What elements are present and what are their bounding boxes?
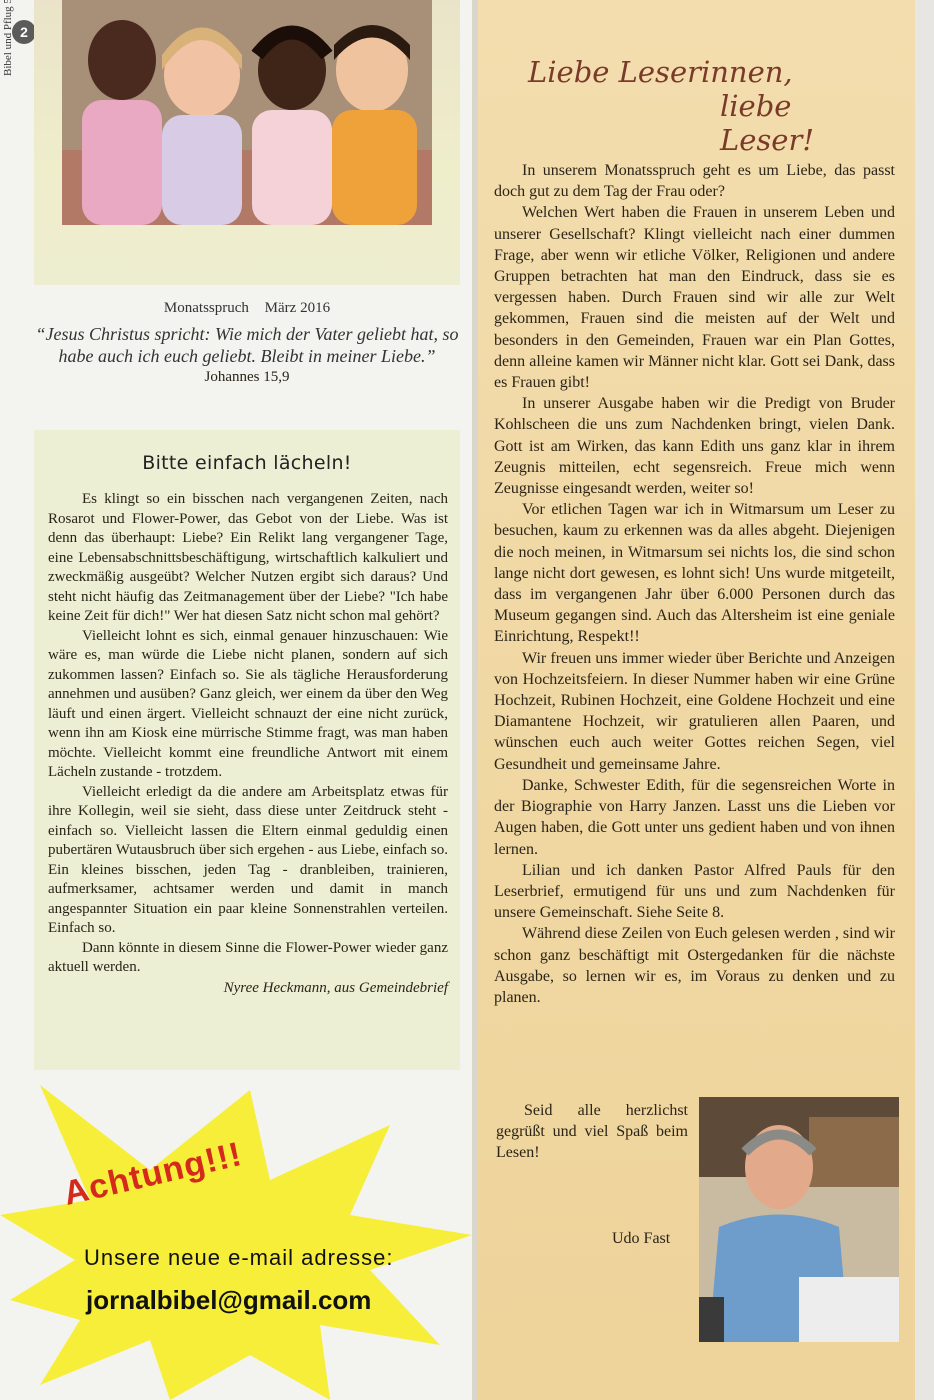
letter-title-line2: liebe Leser! bbox=[720, 89, 814, 157]
letter-paragraph: Welchen Wert haben die Frauen in unserem Leben und unserer Gesellschaft? Klingt vielleicht nach einer dummen Frage, aber wenn wir etliche Völker, Religionen und andere Gruppen betrachten hat man den Eindruck, dass sie es vergessen haben. Durch Frauen sind wir alle zur Welt gekommen, Frauen sind die meisten auf der Welt und besonders in den Gemeinden, Frauen war ein Plan Gottes, denn alleine kamen wir Männer nicht klar. Gott sei Dank, dass es Frauen gibt! bbox=[494, 204, 895, 392]
article-box bbox=[34, 430, 460, 1070]
children-photo bbox=[62, 0, 432, 225]
letter-paragraph: Danke, Schwester Edith, für die segensreichen Worte in der Biographie von Harry Janzen. Lasst uns die Lieben vor Augen haben, die Gott unter uns gedient haben und von ihnen lernen. bbox=[494, 776, 895, 858]
letter-title-line1: Liebe Leserinnen, bbox=[528, 55, 793, 89]
letter-paragraph: Wir freuen uns immer wieder über Berichte und Anzeigen von Hochzeitsfeiern. In dieser Nummer haben wir eine Grüne Hochzeit, Rubinen Hochzeit, eine Goldene Hochzeit und eine Diamantene Hochzeit, wir gratulieren allen Paaren, und wünschen euch auch weiter Gottes reichen Segen, viel Gesundheit und gemeinsame Jahre. bbox=[494, 649, 895, 773]
letter-paragraph: In unserem Monatsspruch geht es um Liebe, das passt doch gut zu dem Tag der Frau oder? bbox=[494, 162, 895, 201]
starburst-shape bbox=[0, 1085, 472, 1400]
publication-label bbox=[2, 56, 14, 76]
article-author: Nyree Heckmann, aus Gemeindebrief bbox=[223, 979, 448, 996]
page-number: 2 bbox=[12, 20, 36, 44]
quote-text: “Jesus Christus spricht: Wie mich der Vater geliebt hat, so habe auch ich euch geliebt. Bleibt in meiner Liebe.” bbox=[35, 324, 459, 366]
portrait-illustration bbox=[699, 1097, 899, 1342]
article-paragraph: Dann könnte in diesem Sinne die Flower-Power wieder ganz aktuell werden. bbox=[48, 939, 448, 975]
announcement-headline: Achtung!!! bbox=[59, 1135, 246, 1213]
article-body bbox=[48, 490, 448, 978]
quote-reference: Johannes 15,9 bbox=[204, 369, 290, 385]
letter-body bbox=[494, 160, 895, 1008]
photo-banner bbox=[34, 0, 460, 285]
letter-closing-text: Seid alle herzlichst gegrüßt und viel Spaß beim Lesen! bbox=[496, 1102, 688, 1161]
page-edge bbox=[915, 0, 934, 1400]
letter-signature: Udo Fast bbox=[612, 1230, 671, 1247]
article-paragraph: Vielleicht erledigt da die andere am Arbeitsplatz etwas für ihre Kollegin, weil sie sieht, dass diese unter Zeitdruck steht - einfach so. Vielleicht lassen die Eltern einmal geduldig einen pubertären Wutausbruch über sich ergehen - aus Liebe, einfach so. Ein kleines bisschen, jeden Tag - dranbleiben, trainieren, aufmerksamer, achtsamer werden und damit in manch angespannter Situation ein paar kleine Sonnenstrahlen verteilen. Einfach so. bbox=[48, 783, 448, 936]
quote-header bbox=[34, 300, 460, 317]
article-title: Bitte einfach lächeln! bbox=[142, 452, 352, 474]
author-portrait bbox=[699, 1097, 899, 1342]
announcement-burst bbox=[0, 1085, 472, 1400]
letter-title bbox=[528, 55, 868, 157]
letter-paragraph: Vor etlichen Tagen war ich in Witmarsum um Leser zu besuchen, kaum zu erkennen was da alles abgeht. Diejenigen die noch meinen, in Witmarsum sei nichts los, die sind schon lange nicht dort gewesen, es lohnt sich! Uns wurde mitgeteilt, dass im vergangenen Jahr über 6.000 Personen durch das Museum gegangen sind. Auch das Altersheim ist eine geniale Einrichtung, Respekt!! bbox=[494, 501, 895, 646]
letter-paragraph: Während diese Zeilen von Euch gelesen werden , sind wir schon ganz beschäftigt mit Ostergedanken für die nächste Ausgabe, so lernen wir es, im Voraus zu denken und zu planen. bbox=[494, 925, 895, 1006]
monthly-quote bbox=[34, 300, 460, 386]
announcement-email[interactable]: jornalbibel@gmail.com bbox=[86, 1285, 372, 1315]
quote-label: Monatsspruch bbox=[163, 300, 249, 316]
article-paragraph: Vielleicht lohnt es sich, einmal genauer hinzuschauen: Wie wäre es, man würde die Liebe nicht planen, sondern auf sich zukommen lassen? Einfach so. Sie als tägliche Herausforderung annehmen und ausüben? Ganz gleich, wer einem da über den Weg läuft und einen ärgert. Vielleicht schnauzt der eine nicht zurück, wenn ihn am Kiosk eine mürrische Stimme fragt, was man haben möchte. Vielleicht kommt eine freundliche Antwort mit einem Lächeln zustande - trotzdem. bbox=[48, 627, 448, 780]
letter-closing bbox=[496, 1100, 688, 1163]
letter-paragraph: Lilian und ich danken Pastor Alfred Pauls für den Leserbrief, ermutigend für uns und zum Nachdenken für unsere Gemeinschaft. Siehe Seite 8. bbox=[494, 861, 895, 922]
announcement-line: Unsere neue e-mail adresse: bbox=[84, 1245, 394, 1270]
letter-paragraph: In unserer Ausgabe haben wir die Predigt von Bruder Kohlscheen die uns zum Nachdenken bringt, vielen Dank. Gott ist am Wirken, das kann Edith uns ganz klar in ihrem Zeugnis mitteilen, echt segensreich. Freue mich wenn Zeugnisse eingesandt werden, weiter so! bbox=[494, 395, 895, 498]
children-illustration bbox=[62, 0, 432, 225]
quote-month: März 2016 bbox=[264, 300, 331, 316]
article-paragraph: Es klingt so ein bisschen nach vergangenen Zeiten, nach Rosarot und Flower-Power, das Gebot von der Liebe. Was ist denn das überhaupt: Liebe? Ein Relikt lang vergangener Tage, eine Lebensabschnittsbeschäftigung, wirtschaftlich kalkuliert und zweckmäßig ausgeübt? Welcher Nutzen ergibt sich daraus? Und steht nicht häufig das Zeitmanagement über der Liebe? "Ich habe keine Zeit für dich!" Wer hat diesen Satz nicht schon mal gehört? bbox=[48, 491, 448, 624]
